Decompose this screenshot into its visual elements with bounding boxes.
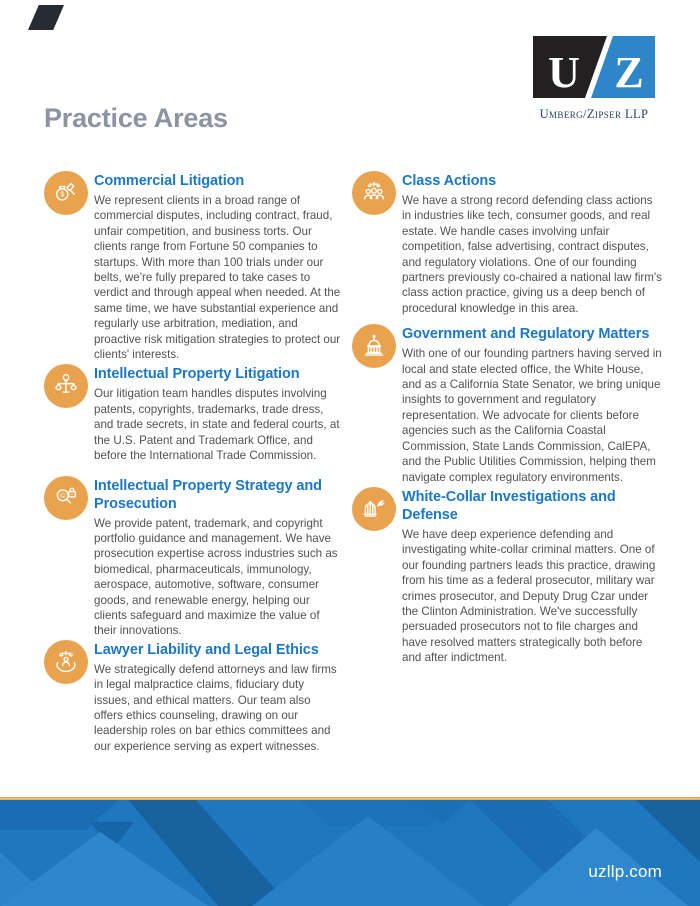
section-lawyer-liability bbox=[44, 640, 340, 754]
section-title: Commercial Litigation bbox=[94, 173, 245, 189]
logo-letter-z: Z bbox=[614, 48, 644, 97]
firm-name: Umberg/Zipser LLP bbox=[539, 107, 649, 121]
section-body: We provide patent, trademark, and copyright portfolio guidance and management. We have prosecution expertise across industries such as biomedical, pharmaceuticals, immunology, aerospace, automotive, software, consumer goods, and renewable energy, helping our clients safeguard and maximize the value of their innovations. bbox=[94, 516, 338, 638]
logo-letter-u: U bbox=[548, 48, 580, 97]
section-government-regulatory bbox=[352, 324, 664, 485]
svg-text:$: $ bbox=[60, 191, 65, 199]
section-body: We have deep experience defending and investigating white-collar criminal matters. One of our founding partners leads this practice, drawing from his time as a federal prosecutor, military war crimes prosecutor, and Deputy Drug Czar under the Clinton Administration. We've successfully persuaded prosecutors not to file charges and have resolved matters strategically both before and after indictment. bbox=[402, 527, 656, 665]
section-body: We have a strong record defending class actions in industries like tech, consumer goods, and real estate. We handle cases involving unfair competition, false advertising, contract disputes, and regulatory violations. One of our founding partners previously co-chaired a national law firm's class action practice, giving us a deep bench of procedural knowledge in this area. bbox=[402, 194, 662, 315]
left-column bbox=[44, 171, 340, 762]
section-title: Government and Regulatory Matters bbox=[402, 326, 650, 343]
section-title: White-Collar Investigations and Defense bbox=[402, 488, 616, 523]
practice-areas-content bbox=[44, 171, 664, 762]
footer-banner bbox=[0, 800, 700, 906]
right-column bbox=[352, 171, 664, 762]
section-body: Our litigation team handles disputes involving patents, copyrights, trademarks, trade dress, and trade secrets, in state and federal courts, at the U.S. Patent and Trademark Office, and before the International Trade Commission. bbox=[94, 387, 340, 463]
money-bag-gavel-icon bbox=[44, 171, 88, 215]
birdcage-dove-icon bbox=[352, 487, 396, 531]
section-title: Lawyer Liability and Legal Ethics bbox=[94, 641, 319, 658]
svg-text:©: © bbox=[60, 491, 66, 500]
section-ip-litigation bbox=[44, 364, 340, 463]
firm-logo bbox=[528, 36, 660, 122]
capitol-building-icon bbox=[352, 324, 396, 368]
section-body: We strategically defend attorneys and law firms in legal malpractice claims, fiduciary duty issues, and ethical matters. Our team also offers ethics counseling, drawing on our leadership roles on bar ethics committees and our experience serving as expert witnesses. bbox=[94, 662, 337, 753]
copyright-magnifier-lock-icon bbox=[44, 476, 88, 520]
scales-lightbulb-icon bbox=[44, 364, 88, 408]
section-title: Intellectual Property Strategy and Prosecution bbox=[94, 477, 322, 512]
footer-geometric-pattern-icon bbox=[0, 800, 700, 906]
section-title: Class Actions bbox=[402, 173, 497, 189]
page-title: Practice Areas bbox=[44, 103, 228, 133]
section-body: With one of our founding partners having served in local and state elected office, the White House, and as a California State Senator, we bring unique insights to government and regulatory representation. We advocate for clients before agencies such as the California Coastal Commission, State Lands Commission, CalEPA, and the Public Utilities Commission, helping them navigate complex regulatory environments. bbox=[402, 347, 662, 484]
section-class-actions bbox=[352, 171, 664, 316]
section-body: We represent clients in a broad range of commercial disputes, including contract, fraud, unfair competition, and business torts. Our clients range from Fortune 50 companies to startups. With more than 100 trials under our belts, we're fully prepared to take cases to verdict and through appeal when needed. At the same time, we have substantial experience and regularly use arbitration, mediation, and proactive risk mitigation strategies to protect our clients' interests. bbox=[94, 194, 341, 362]
section-white-collar bbox=[352, 487, 664, 666]
uz-logo-icon bbox=[533, 36, 655, 98]
people-group-scales-icon bbox=[352, 171, 396, 215]
website-link[interactable]: uzllp.com bbox=[588, 862, 662, 881]
section-title: Intellectual Property Litigation bbox=[94, 366, 300, 383]
corner-slash-mark bbox=[28, 5, 64, 30]
hands-person-scales-icon bbox=[44, 640, 88, 684]
section-ip-strategy bbox=[44, 476, 340, 639]
section-commercial-litigation bbox=[44, 171, 340, 362]
